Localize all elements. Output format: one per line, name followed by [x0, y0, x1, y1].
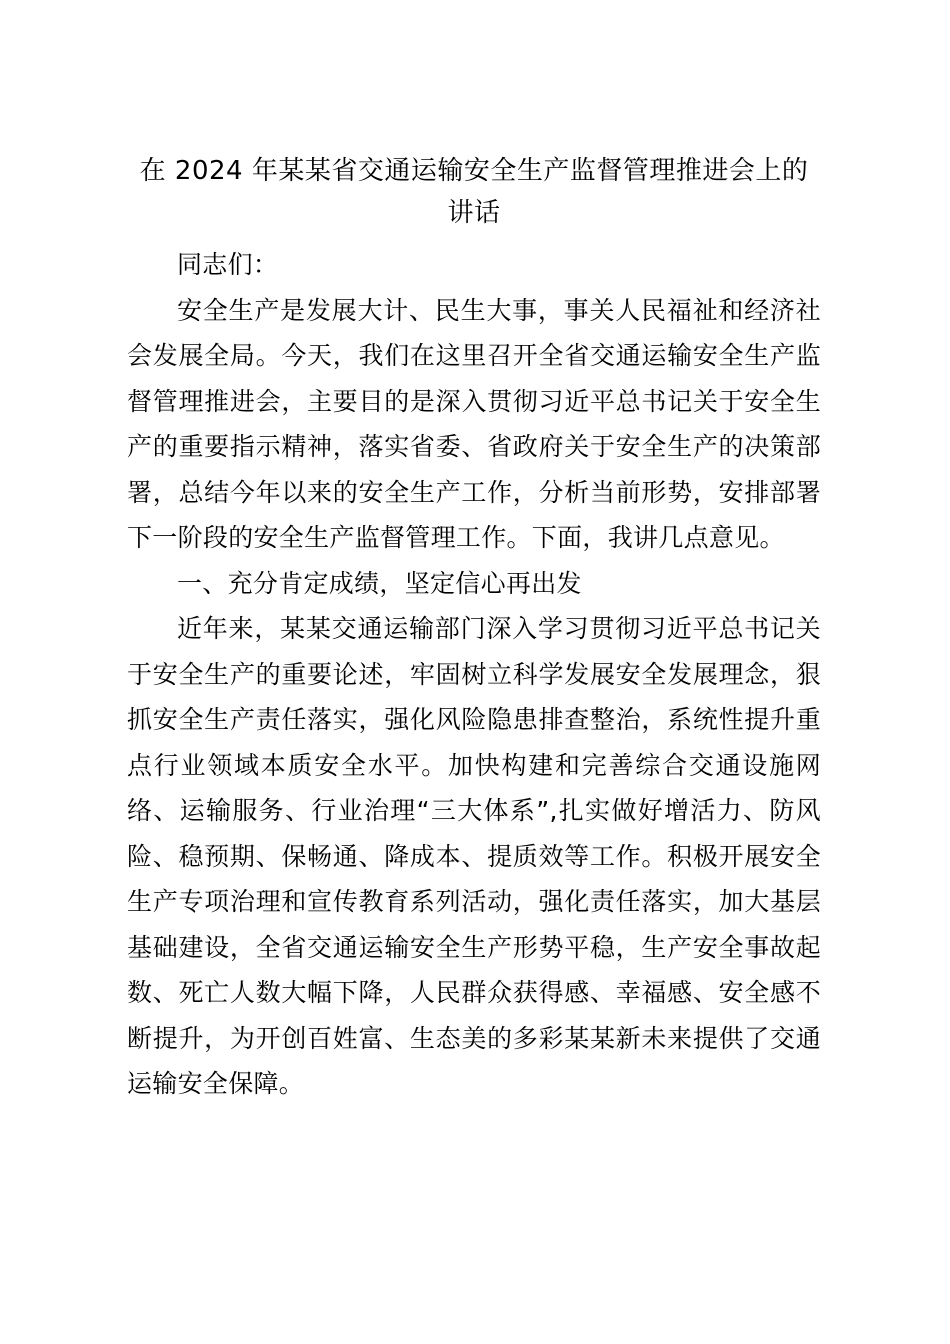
paragraph-opening: 安全生产是发展大计、民生大事，事关人民福祉和经济社会发展全局。今天，我们在这里召开全省交通运输安全生产监督管理推进会，主要目的是深入贯彻习近平总书记关于安全生产的重要指示精神，落实省委、省政府关于安全生产的决策部署，总结今年以来的安全生产工作，分析当前形势，安排部署下一阶段的安全生产监督管理工作。下面，我讲几点意见。 [127, 295, 821, 552]
section-heading-1: 一、充分肯定成绩，坚定信心再出发 [177, 568, 582, 598]
paragraph-achievements: 近年来，某某交通运输部门深入学习贯彻习近平总书记关于安全生产的重要论述，牢固树立科学发展安全发展理念，狠抓安全生产责任落实，强化风险隐患排查整治，系统性提升重点行业领域本质安全水平。加快构建和完善综合交通设施网络、运输服务、行业治理“三大体系”,扎实做好增活力、防风险、稳预期、保畅通、降成本、提质效等工作。积极开展安全生产专项治理和宣传教育系列活动，强化责任落实，加大基层基础建设，全省交通运输安全生产形势平稳，生产安全事故起数、死亡人数大幅下降，人民群众获得感、幸福感、安全感不断提升，为开创百姓富、生态美的多彩某某新未来提供了交通运输安全保障。 [127, 614, 821, 1098]
document-body [127, 150, 821, 1107]
salutation: 同志们： [177, 250, 279, 279]
document-title: 在 2024 年某某省交通运输安全生产监督管理推进会上的讲话 [139, 156, 809, 228]
